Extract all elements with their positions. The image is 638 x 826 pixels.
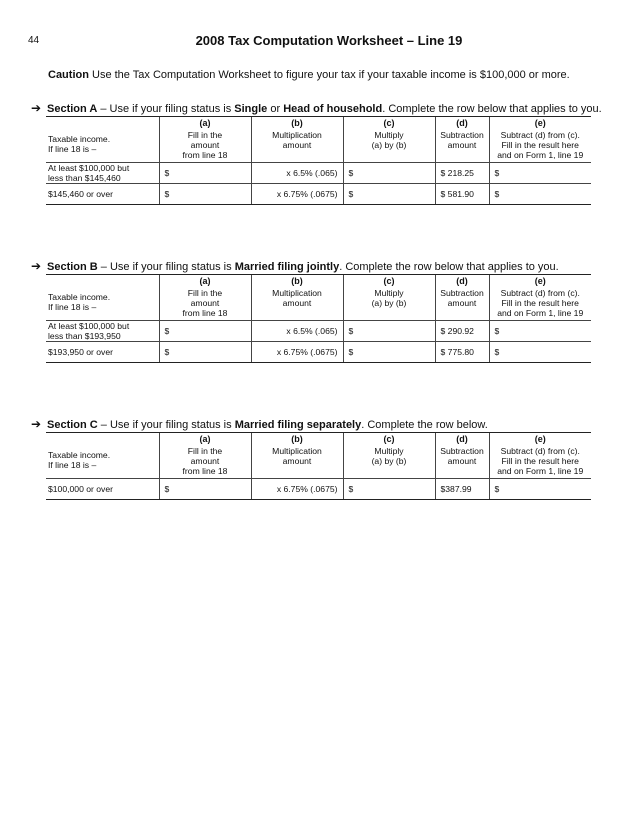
column-desc-b: [251, 287, 343, 321]
taxable-income-header: [46, 445, 159, 479]
column-header-e: (e): [489, 275, 591, 288]
header-line: Taxable income.: [48, 292, 111, 302]
taxable-income-header: [46, 129, 159, 163]
section-name: Section C: [47, 419, 98, 431]
header-line: amount: [190, 298, 220, 308]
header-line: and on Form 1, line 19: [497, 466, 584, 476]
header-line: (a) by (b): [371, 298, 407, 308]
column-desc-e: [489, 129, 591, 163]
product-field[interactable]: $: [343, 321, 435, 342]
page-title: 2008 Tax Computation Worksheet – Line 19: [195, 33, 463, 48]
header-line: Subtraction: [440, 288, 484, 298]
header-line: Fill in the: [187, 130, 223, 140]
section-name: Section A: [47, 103, 98, 115]
income-range-line: less than $193,950: [48, 331, 121, 341]
column-header-b: (b): [251, 275, 343, 288]
column-letters-row: [46, 433, 591, 446]
multiplication-amount: x 6.75% (.0675): [251, 342, 343, 363]
header-line: Fill in the: [187, 288, 223, 298]
column-desc-a: [159, 129, 251, 163]
header-line: Fill in the result here: [501, 140, 579, 150]
header-line: Taxable income.: [48, 134, 111, 144]
section-b: [31, 258, 591, 363]
column-desc-d: [435, 445, 489, 479]
income-range: [46, 479, 159, 500]
caution-label: Caution: [48, 69, 89, 81]
multiplication-amount: x 6.5% (.065): [251, 163, 343, 184]
multiplication-amount: x 6.5% (.065): [251, 321, 343, 342]
column-description-row: [46, 445, 591, 479]
header-line: amount: [447, 456, 477, 466]
header-line: Fill in the result here: [501, 298, 579, 308]
column-description-row: [46, 287, 591, 321]
header-line: amount: [282, 298, 312, 308]
arrow-right-icon: ➔: [31, 101, 42, 115]
worksheet-table: [46, 274, 591, 363]
header-line: Subtract (d) from (c).: [500, 288, 580, 298]
header-line: Multiplication: [272, 446, 322, 456]
header-line: from line 18: [182, 466, 228, 476]
column-header-e: (e): [489, 433, 591, 446]
section-heading: [31, 100, 602, 116]
subtraction-amount: $ 218.25: [435, 163, 489, 184]
column-header-blank: [46, 275, 159, 288]
result-field[interactable]: $: [489, 184, 591, 205]
header-line: amount: [447, 140, 477, 150]
subtraction-amount: $ 775.80: [435, 342, 489, 363]
column-header-c: (c): [343, 433, 435, 446]
column-desc-d: [435, 129, 489, 163]
section-a: [31, 100, 602, 205]
header-line: (a) by (b): [371, 456, 407, 466]
column-letters-row: [46, 275, 591, 288]
header-line: Subtraction: [440, 446, 484, 456]
worksheet-table: [46, 432, 591, 500]
header-line: (a) by (b): [371, 140, 407, 150]
header-line: If line 18 is –: [48, 302, 97, 312]
header-line: Multiply: [374, 130, 404, 140]
filing-status: Married filing separately: [234, 419, 362, 431]
header-line: Multiplication: [272, 288, 322, 298]
header-line: If line 18 is –: [48, 144, 97, 154]
column-desc-c: [343, 129, 435, 163]
result-field[interactable]: $: [489, 479, 591, 500]
column-desc-d: [435, 287, 489, 321]
section-instruction: . Complete the row below.: [361, 419, 488, 431]
income-range: [46, 184, 159, 205]
section-instruction: . Complete the row below that applies to you.: [339, 261, 559, 273]
amount-field[interactable]: $: [159, 479, 251, 500]
column-desc-e: [489, 445, 591, 479]
column-header-b: (b): [251, 433, 343, 446]
column-header-a: (a): [159, 275, 251, 288]
column-desc-c: [343, 287, 435, 321]
column-header-d: (d): [435, 275, 489, 288]
column-header-blank: [46, 433, 159, 446]
header-line: amount: [190, 456, 220, 466]
column-header-b: (b): [251, 117, 343, 130]
section-heading: [31, 416, 591, 432]
header-line: Multiply: [374, 288, 404, 298]
income-range-line: $100,000 or over: [48, 484, 113, 494]
column-desc-e: [489, 287, 591, 321]
section-intro: – Use if your filing status is: [97, 261, 235, 273]
table-row: [46, 163, 591, 184]
product-field[interactable]: $: [343, 342, 435, 363]
header-line: Subtraction: [440, 130, 484, 140]
header-line: and on Form 1, line 19: [497, 150, 584, 160]
subtraction-amount: $ 290.92: [435, 321, 489, 342]
subtraction-amount: $387.99: [435, 479, 489, 500]
section-intro: – Use if your filing status is: [97, 419, 235, 431]
arrow-right-icon: ➔: [31, 259, 42, 273]
table-row: [46, 342, 591, 363]
header-line: Subtract (d) from (c).: [500, 446, 580, 456]
income-range: [46, 163, 159, 184]
header-line: from line 18: [182, 150, 228, 160]
amount-field[interactable]: $: [159, 184, 251, 205]
section-intro: – Use if your filing status is: [97, 103, 235, 115]
page-number: 44: [28, 35, 40, 46]
column-description-row: [46, 129, 591, 163]
column-desc-c: [343, 445, 435, 479]
table-row: [46, 321, 591, 342]
column-header-d: (d): [435, 117, 489, 130]
product-field[interactable]: $: [343, 479, 435, 500]
income-range-line: $145,460 or over: [48, 189, 113, 199]
amount-field[interactable]: $: [159, 321, 251, 342]
column-header-d: (d): [435, 433, 489, 446]
header-line: Subtract (d) from (c).: [500, 130, 580, 140]
amount-field[interactable]: $: [159, 342, 251, 363]
income-range-line: $193,950 or over: [48, 347, 113, 357]
header-line: from line 18: [182, 308, 228, 318]
result-field[interactable]: $: [489, 163, 591, 184]
column-desc-b: [251, 445, 343, 479]
filing-status: Single: [234, 103, 268, 115]
column-header-c: (c): [343, 275, 435, 288]
column-letters-row: [46, 117, 591, 130]
header-line: Fill in the: [187, 446, 223, 456]
column-desc-a: [159, 287, 251, 321]
column-desc-b: [251, 129, 343, 163]
header-line: Taxable income.: [48, 450, 111, 460]
header-line: amount: [190, 140, 220, 150]
header-line: and on Form 1, line 19: [497, 308, 584, 318]
header-line: Multiply: [374, 446, 404, 456]
header-line: Fill in the result here: [501, 456, 579, 466]
header-line: amount: [282, 140, 312, 150]
column-desc-a: [159, 445, 251, 479]
product-field[interactable]: $: [343, 163, 435, 184]
income-range-line: At least $100,000 but: [48, 321, 130, 331]
column-header-e: (e): [489, 117, 591, 130]
table-row: [46, 479, 591, 500]
income-range-line: At least $100,000 but: [48, 163, 130, 173]
section-c: [31, 416, 591, 500]
header-line: amount: [282, 456, 312, 466]
filing-status: Married filing jointly: [234, 261, 340, 273]
header-line: If line 18 is –: [48, 460, 97, 470]
caution-note: [48, 69, 570, 81]
result-field[interactable]: $: [489, 342, 591, 363]
income-range: [46, 321, 159, 342]
column-header-blank: [46, 117, 159, 130]
arrow-right-icon: ➔: [31, 417, 42, 431]
income-range-line: less than $145,460: [48, 173, 121, 183]
taxable-income-header: [46, 287, 159, 321]
product-field[interactable]: $: [343, 184, 435, 205]
column-header-a: (a): [159, 433, 251, 446]
column-header-c: (c): [343, 117, 435, 130]
multiplication-amount: x 6.75% (.0675): [251, 479, 343, 500]
worksheet-table: [46, 116, 591, 205]
income-range: [46, 342, 159, 363]
caution-text: Use the Tax Computation Worksheet to figure your tax if your taxable income is $100,000 or more.: [88, 69, 570, 81]
amount-field[interactable]: $: [159, 163, 251, 184]
section-instruction: . Complete the row below that applies to you.: [382, 103, 602, 115]
result-field[interactable]: $: [489, 321, 591, 342]
header-line: amount: [447, 298, 477, 308]
section-name: Section B: [47, 261, 98, 273]
filing-status-alt: Head of household: [283, 103, 383, 115]
multiplication-amount: x 6.75% (.0675): [251, 184, 343, 205]
section-heading: [31, 258, 591, 274]
header-line: Multiplication: [272, 130, 322, 140]
subtraction-amount: $ 581.90: [435, 184, 489, 205]
table-row: [46, 184, 591, 205]
section-conjunction: or: [267, 103, 284, 115]
column-header-a: (a): [159, 117, 251, 130]
